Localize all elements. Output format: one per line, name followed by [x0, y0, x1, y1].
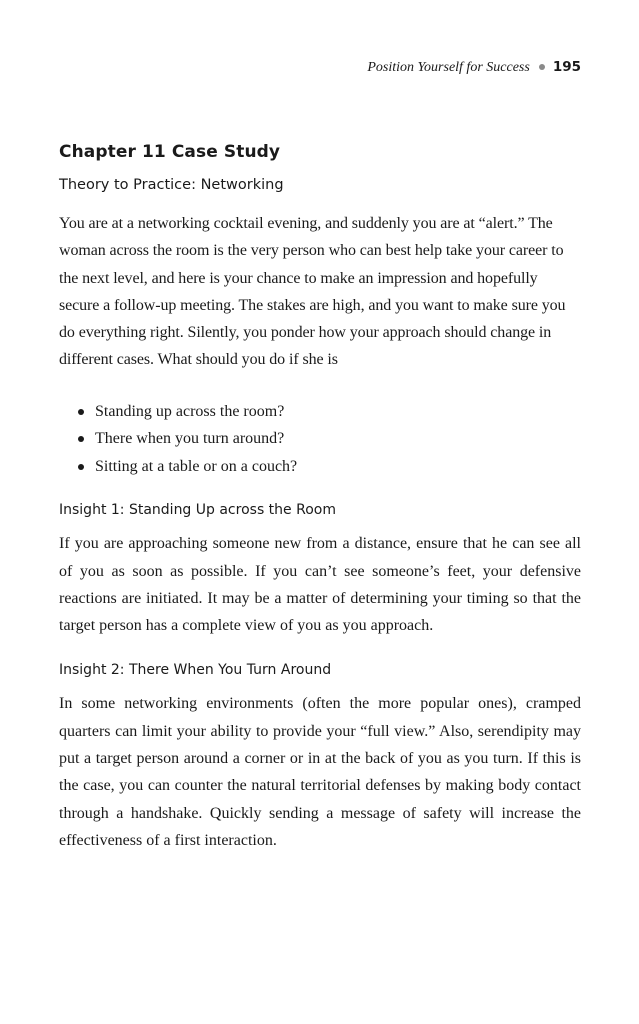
bullet-icon [78, 464, 84, 470]
list-item [78, 425, 581, 453]
chapter-title: Chapter 11 Case Study [59, 142, 281, 162]
bullet-icon [78, 436, 84, 442]
page-number: 195 [552, 59, 581, 75]
separator-dot-icon [539, 64, 545, 70]
list-item-text: Sitting at a table or on a couch? [95, 457, 298, 475]
section-subtitle: Theory to Practice: Networking [59, 177, 284, 193]
running-head [367, 58, 581, 77]
case-list [59, 398, 581, 481]
insight-1-heading: Insight 1: Standing Up across the Room [59, 502, 336, 519]
list-item-text: Standing up across the room? [95, 402, 285, 420]
insight-1-paragraph: If you are approaching someone new from a distance, ensure that he can see all of you as soon as possible. If you can’t see someone’s feet, your defensive reactions are initiated. It may be a matter of determining your timing so that the target person has a complete view of you as you approach. [59, 535, 581, 635]
intro-paragraph: You are at a networking cocktail evening, and suddenly you are at “alert.” The woman across the room is the very person who can best help take your career to the next level, and here is your chance to make an impression and hopefully secure a follow-up meeting. The stakes are high, and you want to make sure you do everything right. Silently, you ponder how your approach should change in different cases. What should you do if she is [59, 215, 566, 369]
insight-2-heading: Insight 2: There When You Turn Around [59, 662, 332, 679]
list-item-text: There when you turn around? [95, 430, 285, 448]
running-head-title: Position Yourself for Success [367, 60, 530, 75]
list-item [78, 398, 581, 426]
list-item [78, 453, 581, 481]
insight-2-paragraph: In some networking environments (often the more popular ones), cramped quarters can limit your ability to provide your “full view.” Also, serendipity may put a target person around a corner or in at the back of you as you turn. If this is the case, you can counter the natural territorial defenses by making body contact through a handshake. Quickly sending a message of safety will increase the effectiveness of a first interaction. [59, 695, 581, 849]
bullet-icon [78, 409, 84, 415]
page-content [59, 140, 581, 854]
